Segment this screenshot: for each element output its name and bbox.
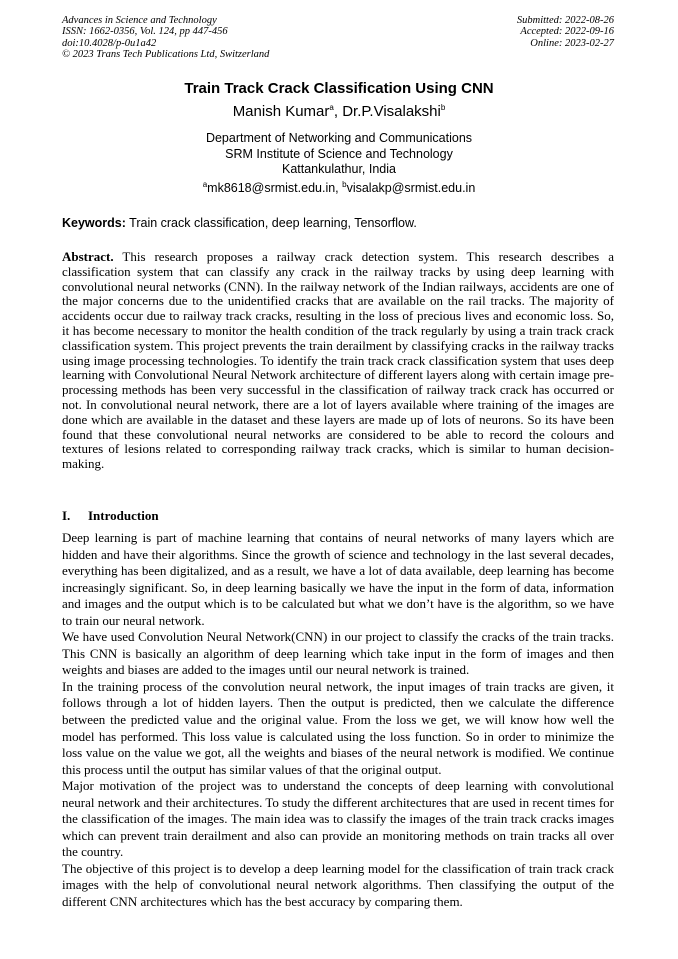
doi: doi:10.4028/p-0u1a42: [62, 37, 157, 49]
issn: ISSN: 1662-0356, Vol. 124, pp 447-456: [62, 26, 228, 38]
copyright: © 2023 Trans Tech Publications Ltd, Switzerland: [62, 49, 270, 61]
keywords-text: Train crack classification, deep learning, Tensorflow.: [125, 216, 417, 230]
online-date: Online: 2023-02-27: [530, 37, 614, 49]
affiliation-line: SRM Institute of Science and Technology: [225, 146, 453, 161]
affiliation-line: Kattankulathur, India: [282, 162, 396, 176]
email[interactable]: mk8618@srmist.edu.in: [207, 181, 336, 196]
paragraph: We have used Convolution Neural Network(CNN) in our project to classify the cracks of the train tracks. This CNN is basically an algorithm of deep learning which take input in the form of images and then weights and biases are added to the images until our neural network is trained.: [62, 629, 614, 678]
abstract-label: Abstract.: [62, 249, 114, 264]
authors: Manish Kumar$^a$, Dr.P.Visalakshi$^b$: [232, 103, 446, 120]
submitted-date: Submitted: 2022-08-26: [516, 15, 614, 26]
section-heading: [62, 508, 159, 524]
affiliation: [0, 131, 678, 178]
author-name: Manish Kumar: [232, 103, 330, 120]
paragraph: Deep learning is part of machine learning that contains of neural networks of many layers which are hidden and have their algorithms. Since the growth of science and technology in the last several decades, everything has been digitalized, and as a result, we have a lot of data available, deep learning has become increasingly significant. So, in deep learning basically we have the input in the form of data, information and images and the output which is to be calculated but what we don’t have is the algorithm, so we have to train our neural network.: [62, 530, 614, 628]
author-sup: a: [329, 103, 334, 112]
author-sup: b: [440, 103, 446, 112]
paragraph: The objective of this project is to develop a deep learning model for the classification of train track crack images with the help of convolutional neural network algorithms. Then classifying the output of the different CNN architectures which has the best accuracy by comparing them.: [62, 860, 614, 910]
affiliation-line: Department of Networking and Communications: [205, 131, 473, 145]
section-number: I.: [62, 508, 71, 523]
email-sup: b: [342, 180, 347, 189]
journal-name: Advances in Science and Technology: [62, 15, 217, 26]
abstract-text: This research proposes a railway crack detection system. This research describes a classification system that can classify any crack in the railway tracks by using deep learning with convolutional neural networks (CNN). In the railway network of the Indian railways, accidents are one of the major concerns due to the unidentified cracks that are available on the rail tracks. The majority of accidents occur due to railway track cracks, resulting in the loss of precious lives and economic loss. So, it has become necessary to monitor the health condition of the track regularly by using a train track crack classification system. This project prevents the train derailment by classifying cracks in the railway tracks using image processing technologies. To identify the train track crack classification system that uses deep learning with Convolutional Neural Network architecture of different layers along with certain image pre-processing methods has been very successful in the classification of railway track crack has occurred or not. In convolutional neural network, there are a lot of layers available where training of the images are done which are available in the dataset and these layers are made up of lots of neurons. So its have been found that these convolutional neural networks are considered to be able to record the colours and textures of lesions related to corresponding railway track cracks, which is similar to human decision-making.: [62, 249, 614, 472]
author-name: Dr.P.Visalakshi: [342, 103, 441, 120]
paragraph: Major motivation of the project was to understand the concepts of deep learning with convolutional neural network and their architectures. To study the different architectures that are used in recent times for the classification of the images. The main idea was to classify the images of the train track cracks images which can prevent train derailment and also can provide an monitoring methods on train tracks all over the country.: [62, 778, 614, 860]
paragraph: In the training process of the convolution neural network, the input images of train tracks are given, it follows through a lot of hidden layers. Then the output is predicted, then we calculate the difference between the predicted value and the original value. From the loss we get, we will know how well the model has performed. This loss value is calculated using the loss function. So in order to minimize the loss value on the value we got, all the weights and biases of the neural network is modified. We continue this process until the output has similar values of that the original output.: [62, 678, 614, 777]
dates-info: [517, 15, 614, 49]
email[interactable]: visalakp@srmist.edu.in: [346, 181, 476, 196]
introduction-body: [62, 530, 614, 911]
journal-info: [62, 15, 269, 61]
accepted-date: Accepted: 2022-09-16: [520, 26, 614, 38]
abstract: [62, 250, 614, 472]
email-sup: a: [202, 180, 208, 189]
paper-title: Train Track Crack Classification Using CNN: [184, 80, 494, 97]
keywords-label: Keywords:: [62, 216, 126, 230]
section-title: Introduction: [88, 508, 159, 523]
emails: $^a$mk8618@srmist.edu.in, $^b$visalakp@srmist.edu.in: [202, 180, 476, 196]
keywords: [62, 216, 417, 230]
